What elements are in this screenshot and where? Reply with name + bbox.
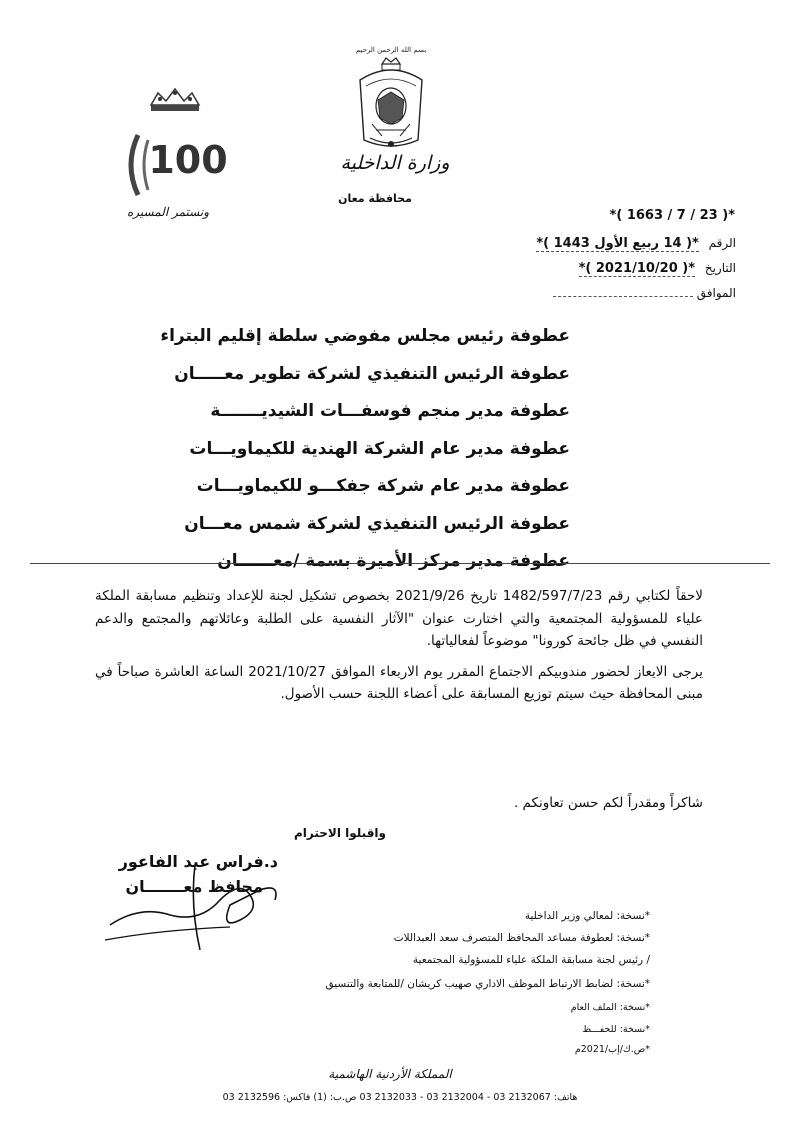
label-date: التاريخ [704,261,736,275]
regards-line: واقبلوا الاحترام [293,826,386,840]
label-number: الرقم [708,236,736,250]
addressee: عطوفة مدير عام شركة جفكـــو للكيماويـــات [196,476,570,496]
governorate-name: محافظة معان [338,192,412,205]
copy-line: *نسخة: لعطوفة مساعد المحافظ المتصرف سعد العبداللات [393,932,650,944]
label-corresponding: الموافق [696,286,736,300]
copy-line: *نسخة: للحفـــظ [582,1024,650,1035]
centennial-number: 100 [148,138,228,182]
body-paragraph: يرجى الايعاز لحضور مندوبيكم الاجتماع المقرر يوم الاربعاء الموافق 2021/10/27 الساعة العاشرة صباحاً في مبنى المحافظة حيث سيتم توزيع المسابقة على أعضاء اللجنة حسب الأصول. [95,663,703,702]
gregorian-date: *( 2021/10/20 )* [578,261,696,276]
copy-line: / رئيس لجنة مسابقة الملكة علياء للمسؤولية المجتمعية [412,954,650,966]
reference-number: *( 1663 / 7 / 23 )* [609,208,735,223]
addressee: عطوفة الرئيس التنفيذي لشركة تطوير معـــــان [174,363,570,384]
copy-line: *نسخة: الملف العام [570,1002,650,1013]
addressees-list [160,318,570,581]
copy-line: *نسخة: لضابط الارتباط الموظف الاداري صهيب كريشان /للمتابعة والتنسيق [325,978,650,990]
reference-date-row [573,261,736,276]
addressee: عطوفة مدير مركز الأميرة بسمة /معــــــان [217,551,570,571]
addressee: عطوفة رئيس مجلس مفوضي سلطة إقليم البتراء [160,326,570,346]
signer-title: محافظ معـــــــان [125,877,263,896]
hijri-date: *( 14 ربيع الأول 1443 )* [536,236,699,251]
corresponding-blank [553,296,693,297]
footer-kingdom: المملكة الأردنية الهاشمية [328,1067,452,1081]
reference-corresponding-row [553,286,736,300]
letter-body [95,585,703,714]
copies-list [130,905,650,1059]
reference-number-row [530,236,736,251]
svg-text:بسم الله الرحمن الرحيم: بسم الله الرحمن الرحيم [355,46,427,54]
copy-line: *ص.ك/إب/2021م [574,1044,650,1055]
divider-line [30,563,770,564]
body-paragraph: لاحقاً لكتابي رقم 1482/597/7/23 تاريخ 2021/9/26 بخصوص تشكيل لجنة للإعداد وتنظيم مسابقة الملكة علياء للمسؤولية المجتمعية والتي اختارت عنوان "الآثار النفسية على الطلبة وعائلاتهم والمجتمع والدعم النفسي في ظل جائحة كورونا" موضوعاً لفعالياتها. [95,588,703,649]
closing-line: شاكراً ومقدراً لكم حسن تعاونكم . [513,795,703,811]
centennial-slogan: ونستمر المسيره [127,205,209,219]
addressee: عطوفة الرئيس التنفيذي لشركة شمس معـــان [184,513,570,534]
addressee: عطوفة مدير منجم فوسفـــات الشيديـــــــة [210,401,570,421]
ministry-name: وزارة الداخلية [340,152,450,174]
signer-name: د.فراس عبد الفاعور [118,852,278,871]
centennial-logo [118,85,233,225]
footer-contact: هاتف: 2132067 03 - 2132004 03 - 2132033 03 ص.ب: (1) فاكس: 2132596 03 [222,1092,578,1103]
coat-of-arms-emblem [352,40,430,160]
addressee: عطوفة مدير عام الشركة الهندية للكيماويـــات [189,438,570,459]
copy-line: *نسخة: لمعالي وزير الداخلية [524,910,650,922]
